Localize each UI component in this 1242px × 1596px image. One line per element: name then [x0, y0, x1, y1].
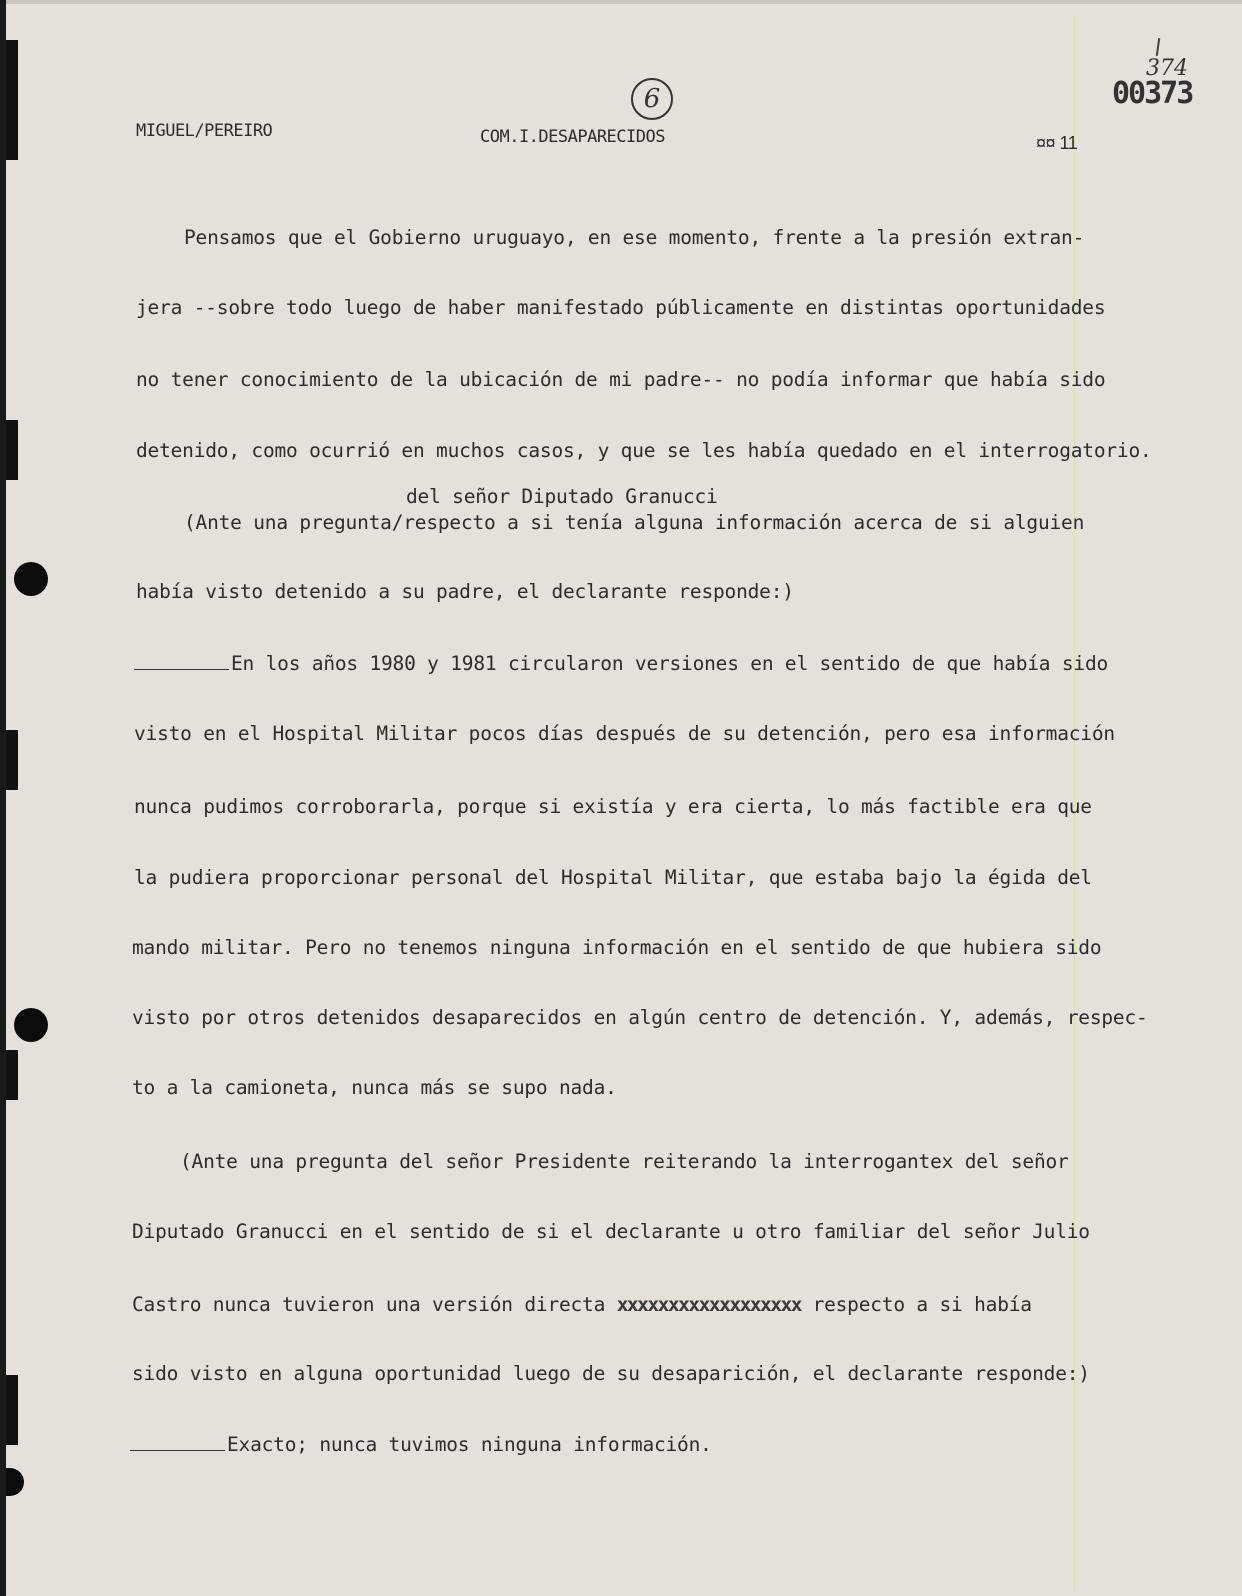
- page-top-edge: [0, 0, 1242, 4]
- punch-hole: [14, 562, 48, 596]
- paragraph-line: (Ante una pregunta del señor Presidente reiterando la interrogantex del señor: [180, 1150, 1069, 1173]
- header-committee: COM.I.DESAPARECIDOS: [480, 127, 665, 147]
- paragraph-line: sido visto en alguna oportunidad luego de su desaparición, el declarante responde:): [132, 1362, 1090, 1385]
- header-author: MIGUEL/PEREIRO: [136, 121, 273, 141]
- paragraph-line: to a la camioneta, nunca más se supo nada.: [132, 1076, 617, 1099]
- paragraph-line: [132, 1293, 1032, 1316]
- binding-mark: [6, 1050, 18, 1100]
- punch-hole: [6, 1468, 24, 1496]
- binding-mark: [6, 730, 18, 790]
- paragraph-line: nunca pudimos corroborarla, porque si existía y era cierta, lo más factible era que: [134, 795, 1092, 818]
- indent-rule: [134, 651, 229, 670]
- binding-mark: [6, 1375, 18, 1445]
- pen-tick: [1156, 38, 1160, 56]
- interlinear-insert: del señor Diputado Granucci: [406, 485, 718, 508]
- line-text: Exacto; nunca tuvimos ninguna información.: [227, 1433, 712, 1456]
- page-number: ¤¤ 11: [1036, 133, 1078, 153]
- folio-stamp: 00373: [1112, 76, 1193, 111]
- paragraph-line: [130, 1432, 712, 1456]
- struck-out-text: xxxxxxxxxxxxxxxxxx: [616, 1293, 802, 1316]
- paragraph-line: visto por otros detenidos desaparecidos en algún centro de detención. Y, además, respec-: [132, 1006, 1148, 1029]
- paragraph-line: no tener conocimiento de la ubicación de mi padre-- no podía informar que había sido: [136, 368, 1106, 391]
- paragraph-line: [134, 651, 1108, 675]
- scan-left-edge: [0, 0, 6, 1596]
- indent-rule: [130, 1432, 225, 1451]
- paragraph-line: detenido, como ocurrió en muchos casos, y que se les había quedado en el interrogatorio.: [136, 439, 1152, 462]
- line-text: respecto a si había: [812, 1293, 1032, 1316]
- paragraph-line: jera --sobre todo luego de haber manifestado públicamente en distintas oportunidades: [136, 296, 1106, 319]
- paragraph-line: Diputado Granucci en el sentido de si el declarante u otro familiar del señor Julio: [132, 1220, 1090, 1243]
- paragraph-line: (Ante una pregunta/respecto a si tenía alguna información acerca de si alguien: [184, 511, 1085, 534]
- binding-mark: [6, 40, 18, 160]
- handwritten-folio: 374: [1146, 56, 1188, 81]
- binding-mark: [6, 420, 18, 480]
- paragraph-line: la pudiera proporcionar personal del Hospital Militar, que estaba bajo la égida del: [134, 866, 1092, 889]
- paragraph-line: visto en el Hospital Militar pocos días después de su detención, pero esa información: [134, 722, 1115, 745]
- punch-hole: [14, 1008, 48, 1042]
- paragraph-line: Pensamos que el Gobierno uruguayo, en ese momento, frente a la presión extran-: [184, 226, 1085, 249]
- circled-number: 6: [631, 78, 673, 120]
- line-text: Castro nunca tuvieron una versión directa: [132, 1293, 606, 1316]
- paragraph-line: mando militar. Pero no tenemos ninguna información en el sentido de que hubiera sido: [132, 936, 1102, 959]
- line-text: En los años 1980 y 1981 circularon versiones en el sentido de que había sido: [231, 652, 1109, 675]
- paragraph-line: había visto detenido a su padre, el declarante responde:): [136, 580, 794, 603]
